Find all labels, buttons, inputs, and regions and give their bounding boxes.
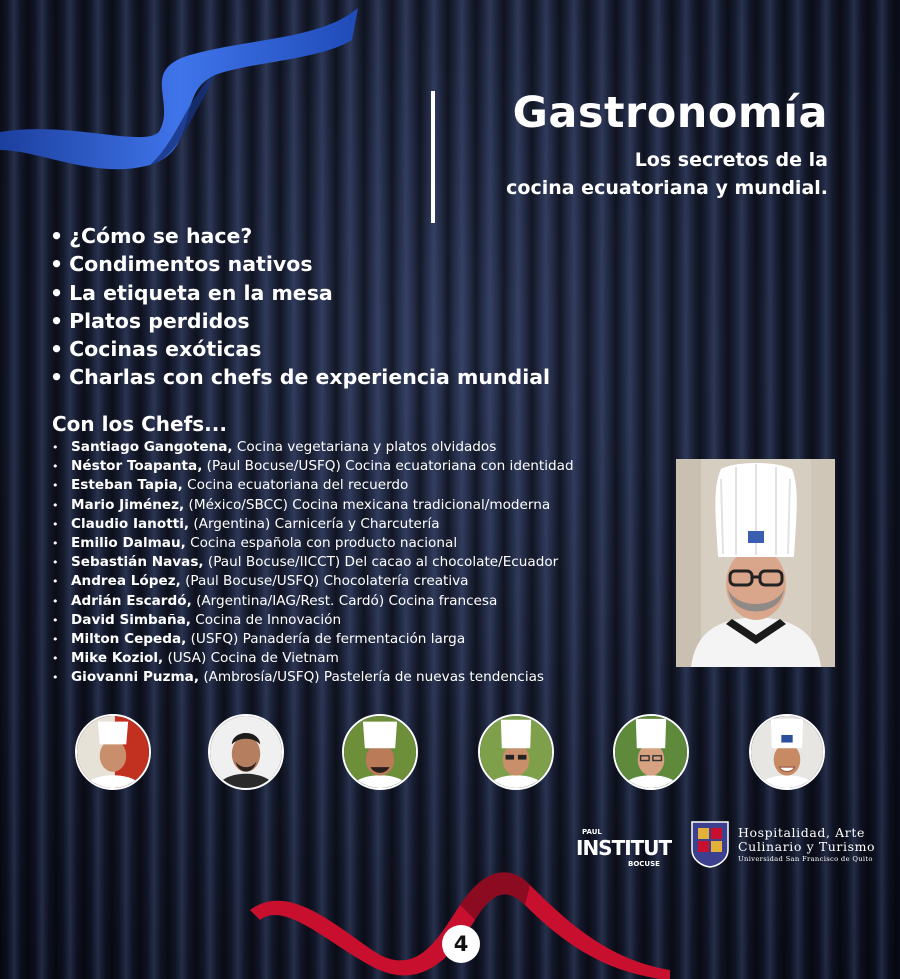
chef-name: Esteban Tapia, — [71, 477, 183, 494]
university-logo-text — [738, 826, 875, 864]
chef-avatar — [342, 714, 418, 790]
university-line-1: Hospitalidad, Arte — [738, 825, 865, 840]
chef-name: Giovanni Puzma, — [71, 669, 199, 686]
topics-list — [50, 222, 550, 392]
chef-item — [52, 457, 574, 476]
chef-name: Emilio Dalmau, — [71, 535, 186, 552]
chef-item — [52, 476, 574, 495]
chef-item — [52, 592, 574, 611]
topic-item: • Condimentos nativos — [50, 250, 550, 278]
university-shield-icon — [690, 820, 730, 868]
chef-item — [52, 438, 574, 457]
chef-avatar — [75, 714, 151, 790]
chef-detail: (Argentina/IAG/Rest. Cardó) Cocina francesa — [191, 592, 498, 609]
chef-item — [52, 534, 574, 553]
chef-detail: (USA) Cocina de Vietnam — [163, 650, 339, 667]
chef-item — [52, 649, 574, 668]
chef-detail: (Ambrosía/USFQ) Pastelería de nuevas tendencias — [199, 669, 545, 686]
page-title: Gastronomía — [512, 88, 828, 138]
chef-detail: (Paul Bocuse/IICCT) Del cacao al chocolate/Ecuador — [203, 554, 559, 571]
topic-item: • La etiqueta en la mesa — [50, 279, 550, 307]
logo-top-text: PAUL — [582, 828, 602, 836]
chef-item — [52, 630, 574, 649]
chefs-heading: Con los Chefs... — [52, 412, 227, 436]
chef-detail: Cocina de Innovación — [190, 611, 342, 628]
chef-name: Santiago Gangotena, — [71, 439, 233, 455]
topic-item: • Cocinas exóticas — [50, 335, 550, 363]
subtitle-line-2: cocina ecuatoriana y mundial. — [506, 177, 828, 199]
chef-detail: (Argentina) Carnicería y Charcutería — [189, 515, 440, 532]
chef-detail: Cocina vegetariana y platos olvidados — [232, 439, 497, 455]
chef-detail: Cocina española con producto nacional — [185, 535, 458, 552]
university-line-3: Universidad San Francisco de Quito — [738, 855, 873, 863]
chef-detail: (México/SBCC) Cocina mexicana tradicional/moderna — [184, 496, 551, 513]
chef-name: Claudio Ianotti, — [71, 515, 190, 532]
chef-name: David Simbaña, — [71, 611, 191, 628]
chef-item — [52, 553, 574, 572]
chef-detail: Cocina ecuatoriana del recuerdo — [182, 477, 409, 494]
chef-name: Andrea López, — [71, 573, 181, 590]
title-divider — [431, 91, 435, 223]
chef-name: Mario Jiménez, — [71, 496, 185, 513]
institut-paul-bocuse-logo — [576, 825, 672, 869]
chef-detail: (USFQ) Panadería de fermentación larga — [186, 631, 466, 648]
page-subtitle — [506, 146, 828, 202]
topic-item: • Platos perdidos — [50, 307, 550, 335]
chef-item — [52, 515, 574, 534]
topic-item: • ¿Cómo se hace? — [50, 222, 550, 250]
chef-avatar — [749, 714, 825, 790]
chef-item — [52, 572, 574, 591]
chef-avatar — [613, 714, 689, 790]
chef-item — [52, 611, 574, 630]
chef-item — [52, 668, 574, 687]
logo-bottom-text: BOCUSE — [628, 860, 660, 868]
chef-item — [52, 496, 574, 515]
subtitle-line-1: Los secretos de la — [634, 149, 828, 171]
chef-detail: (Paul Bocuse/USFQ) Cocina ecuatoriana con identidad — [202, 458, 574, 475]
chef-name: Mike Koziol, — [71, 650, 164, 667]
page-number: 4 — [442, 925, 480, 963]
chef-name: Néstor Toapanta, — [71, 458, 203, 475]
chef-photo — [676, 459, 835, 667]
chefs-list — [52, 438, 574, 688]
chef-name: Milton Cepeda, — [71, 631, 187, 648]
chef-name: Sebastián Navas, — [71, 554, 204, 571]
chef-name: Adrián Escardó, — [71, 592, 192, 609]
chef-detail: (Paul Bocuse/USFQ) Chocolatería creativa — [180, 573, 469, 590]
logo-main-text: INSTITUT — [576, 836, 672, 860]
blue-ribbon-decoration — [0, 0, 370, 190]
chef-avatar — [478, 714, 554, 790]
university-line-2: Culinario y Turismo — [738, 839, 876, 854]
chef-avatar — [208, 714, 284, 790]
topic-item: • Charlas con chefs de experiencia mundial — [50, 363, 550, 391]
